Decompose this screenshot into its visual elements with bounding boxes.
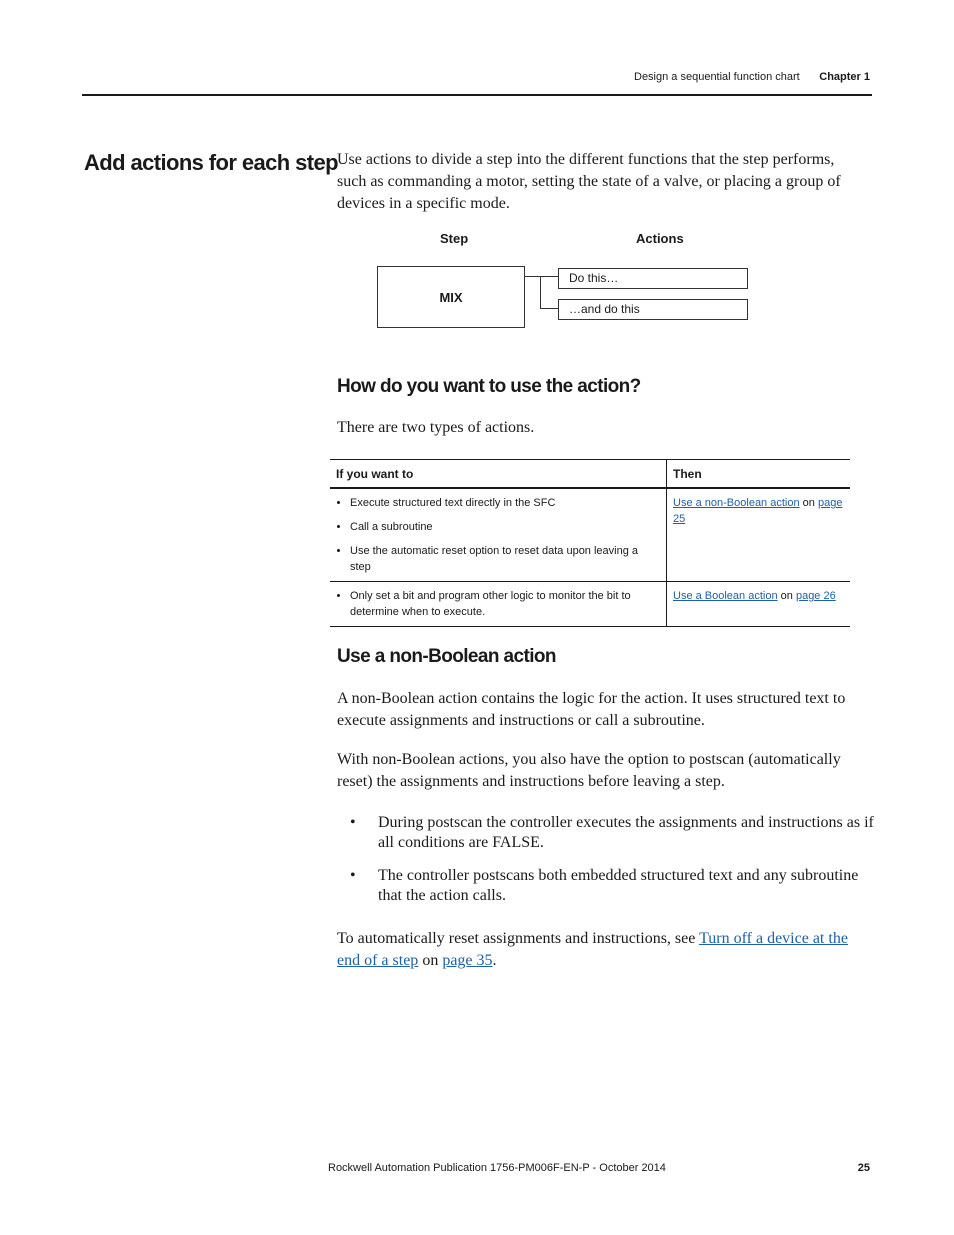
boolean-action-link[interactable]: Use a Boolean action — [673, 590, 778, 602]
page-link[interactable]: page 26 — [795, 590, 836, 602]
table-cell — [330, 488, 667, 582]
table-row — [330, 488, 850, 582]
list-item: • Only set a bit and program other logic to monitor the bit to determine when to execute. — [350, 588, 660, 620]
action-type-table — [330, 459, 850, 627]
reset-text: To automatically reset assignments and instructions, see — [337, 930, 700, 947]
table-bullet-list — [336, 495, 660, 575]
list-item: • During postscan the controller executes the assignments and instructions as if all conditions are FALSE. — [350, 813, 875, 853]
header-rule — [82, 94, 872, 96]
table-row — [330, 582, 850, 627]
action-box-2: …and do this — [558, 299, 748, 320]
postscan-bullet-list — [350, 813, 875, 919]
publication-footer: Rockwell Automation Publication 1756-PM006F-EN-P - October 2014 — [328, 1162, 666, 1174]
how-text: There are two types of actions. — [337, 419, 535, 436]
action-box-1: Do this… — [558, 268, 748, 289]
non-boolean-action-link[interactable]: Use a non-Boolean action — [673, 497, 800, 509]
table-cell — [667, 488, 851, 582]
connector-line — [525, 276, 558, 277]
table-cell — [330, 582, 667, 627]
nonboolean-paragraph-1: A non-Boolean action contains the logic for the action. It uses structured text to execute assignments and instructions or call a subroutine. — [337, 690, 846, 729]
connector-line — [540, 276, 541, 309]
on-text: on — [780, 590, 793, 602]
list-item: • Execute structured text directly in the SFC — [350, 495, 660, 511]
diagram-actions-label: Actions — [636, 231, 684, 246]
nonboolean-paragraph-2: With non-Boolean actions, you also have the option to postscan (automatically reset) the assignments and instructions before leaving a step. — [337, 751, 841, 790]
how-heading: How do you want to use the action? — [337, 376, 641, 397]
list-item: • Call a subroutine — [350, 519, 660, 535]
diagram-step-label: Step — [440, 231, 469, 246]
nonboolean-paragraph-3 — [337, 928, 857, 972]
step-box — [377, 266, 525, 328]
page-link[interactable]: page 35 — [442, 952, 493, 969]
intro-paragraph: Use actions to divide a step into the different functions that the step performs, such as commanding a motor, setting the state of a valve, or placing a group of devices in a specific mode. — [337, 151, 841, 212]
table-bullet-list — [336, 588, 660, 620]
table-header-row — [330, 460, 850, 489]
on-text: on — [418, 952, 443, 969]
step-name: MIX — [439, 289, 463, 305]
table-col-header: Then — [667, 460, 851, 489]
section-heading: Add actions for each step — [84, 150, 338, 175]
nonboolean-heading: Use a non-Boolean action — [337, 646, 556, 667]
running-title: Design a sequential function chart — [634, 71, 800, 83]
connector-line — [540, 308, 558, 309]
table-cell — [667, 582, 851, 627]
page-link[interactable]: page 25 — [673, 497, 843, 525]
period: . — [492, 952, 497, 969]
chapter-label: Chapter 1 — [819, 71, 870, 83]
list-item: • Use the automatic reset option to reset data upon leaving a step — [350, 543, 660, 575]
page-number: 25 — [857, 1162, 870, 1174]
table-col-header: If you want to — [330, 460, 667, 489]
list-item: • The controller postscans both embedded structured text and any subroutine that the action calls. — [350, 866, 875, 906]
on-text: on — [802, 497, 815, 509]
turn-off-device-link[interactable]: Turn off a device at the end of a step — [337, 930, 848, 969]
